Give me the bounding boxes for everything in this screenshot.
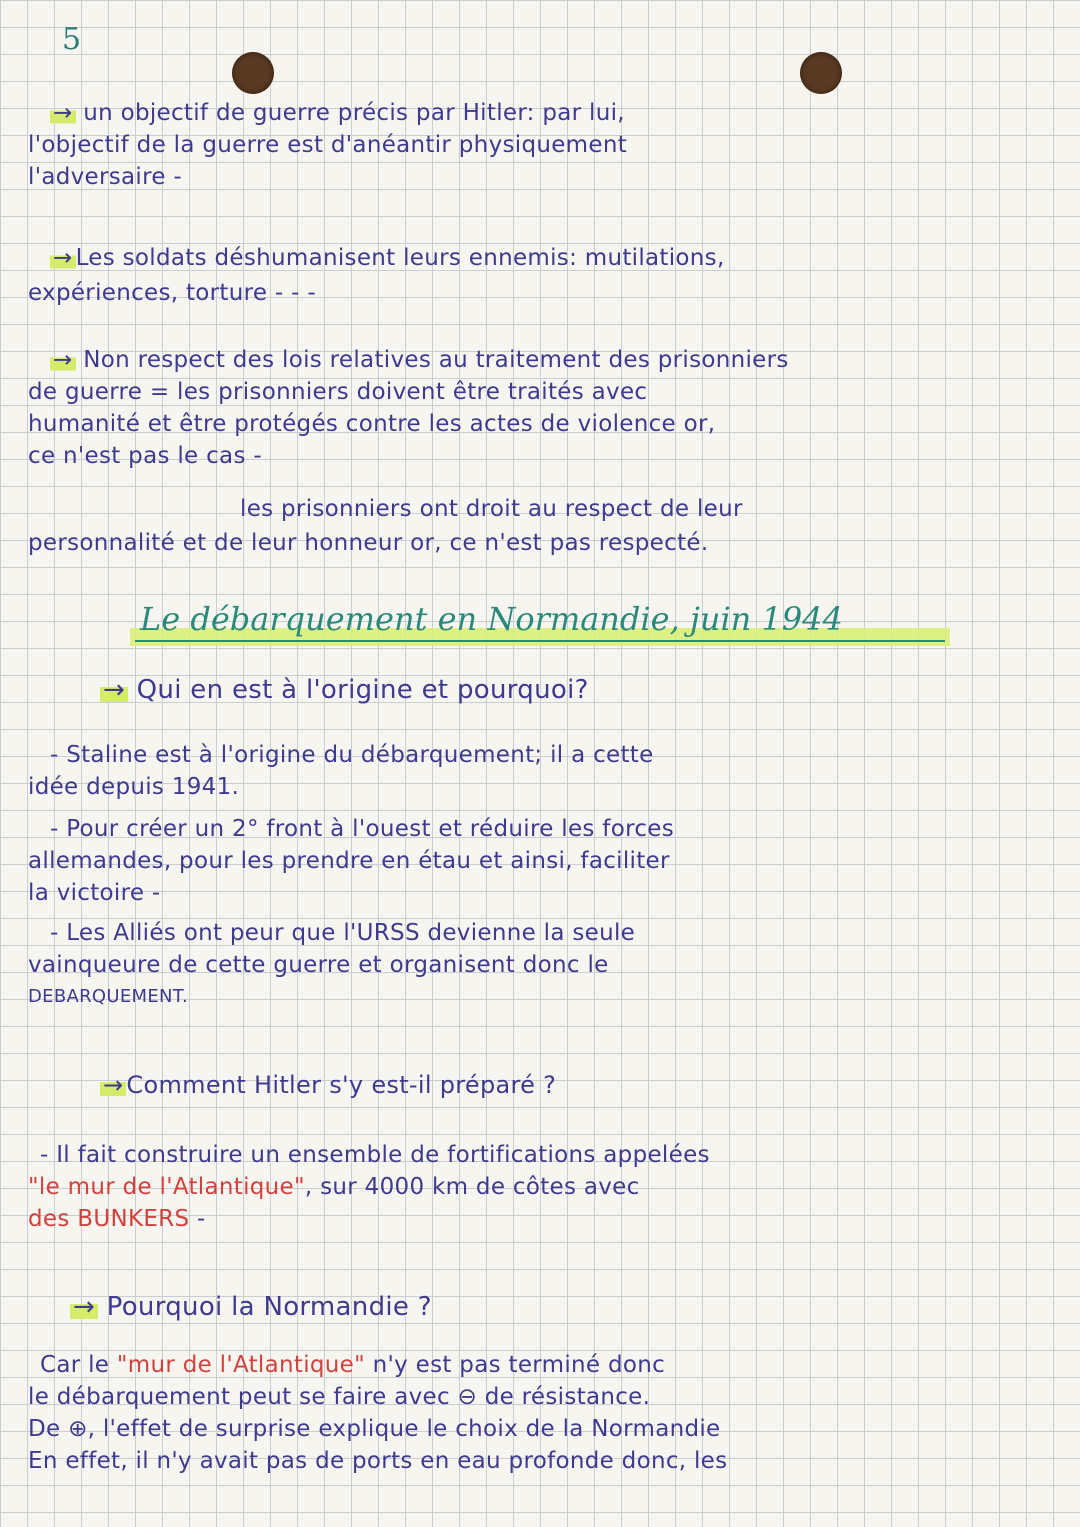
note-line-4: → Les soldats déshumanisent leurs ennemis: mutilations,	[50, 243, 1052, 273]
punch-hole-right	[800, 52, 842, 94]
answer-line-14: De ⊕, l'effet de surprise explique le choix de la Normandie	[28, 1416, 721, 1442]
arrow-icon: →	[100, 1071, 126, 1099]
arrow-icon: →	[70, 1292, 98, 1322]
note-line-5: expériences, torture - - -	[28, 280, 316, 306]
arrow-icon: →	[50, 347, 76, 373]
answer-line-1: - Staline est à l'origine du débarquement; il a cette	[50, 742, 654, 768]
note-line-9: ce n'est pas le cas -	[28, 443, 262, 469]
arrow-icon: →	[50, 100, 76, 126]
answer-line-9: - Il fait construire un ensemble de fortifications appelées	[40, 1142, 710, 1168]
answer-line-10: "le mur de l'Atlantique", sur 4000 km de côtes avec	[28, 1174, 640, 1200]
note-line-2: l'objectif de la guerre est d'anéantir physiquement	[28, 132, 628, 158]
arrow-icon: →	[50, 245, 76, 271]
answer-line-2: idée depuis 1941.	[28, 774, 240, 800]
question-2: → Comment Hitler s'y est-il préparé ?	[100, 1070, 1052, 1100]
answer-line-15: En effet, il n'y avait pas de ports en eau profonde donc, les	[28, 1448, 728, 1474]
note-line-7: de guerre = les prisonniers doivent être traités avec	[28, 379, 648, 405]
answer-line-13: le débarquement peut se faire avec ⊖ de résistance.	[28, 1384, 651, 1410]
note-line-8: humanité et être protégés contre les actes de violence or,	[28, 411, 716, 437]
answer-line-8: DEBARQUEMENT.	[28, 986, 188, 1007]
arrow-icon: →	[100, 675, 128, 705]
answer-line-5: la victoire -	[28, 880, 161, 906]
question-1: → Qui en est à l'origine et pourquoi?	[100, 675, 1052, 705]
answer-line-12: Car le "mur de l'Atlantique" n'y est pas terminé donc	[40, 1352, 666, 1378]
answer-line-6: - Les Alliés ont peur que l'URSS devienne la seule	[50, 920, 636, 946]
note-line-6: → Non respect des lois relatives au traitement des prisonniers	[50, 345, 1052, 375]
answer-line-11: des BUNKERS -	[28, 1206, 206, 1232]
note-line-1: → un objectif de guerre précis par Hitler: par lui,	[50, 98, 1052, 128]
punch-hole-left	[232, 52, 274, 94]
note-line-3: l'adversaire -	[28, 164, 183, 190]
note-line-11: personnalité et de leur honneur or, ce n'est pas respecté.	[28, 530, 709, 556]
note-line-10: les prisonniers ont droit au respect de leur	[240, 496, 743, 522]
question-3: → Pourquoi la Normandie ?	[70, 1292, 1052, 1322]
answer-line-4: allemandes, pour les prendre en étau et ainsi, faciliter	[28, 848, 670, 874]
section-heading: Le débarquement en Normandie, juin 1944	[140, 600, 843, 638]
answer-line-7: vainqueure de cette guerre et organisent donc le	[28, 952, 609, 978]
answer-line-3: - Pour créer un 2° front à l'ouest et réduire les forces	[50, 816, 674, 842]
heading-underline	[135, 640, 945, 642]
page-number: 5	[62, 22, 82, 57]
